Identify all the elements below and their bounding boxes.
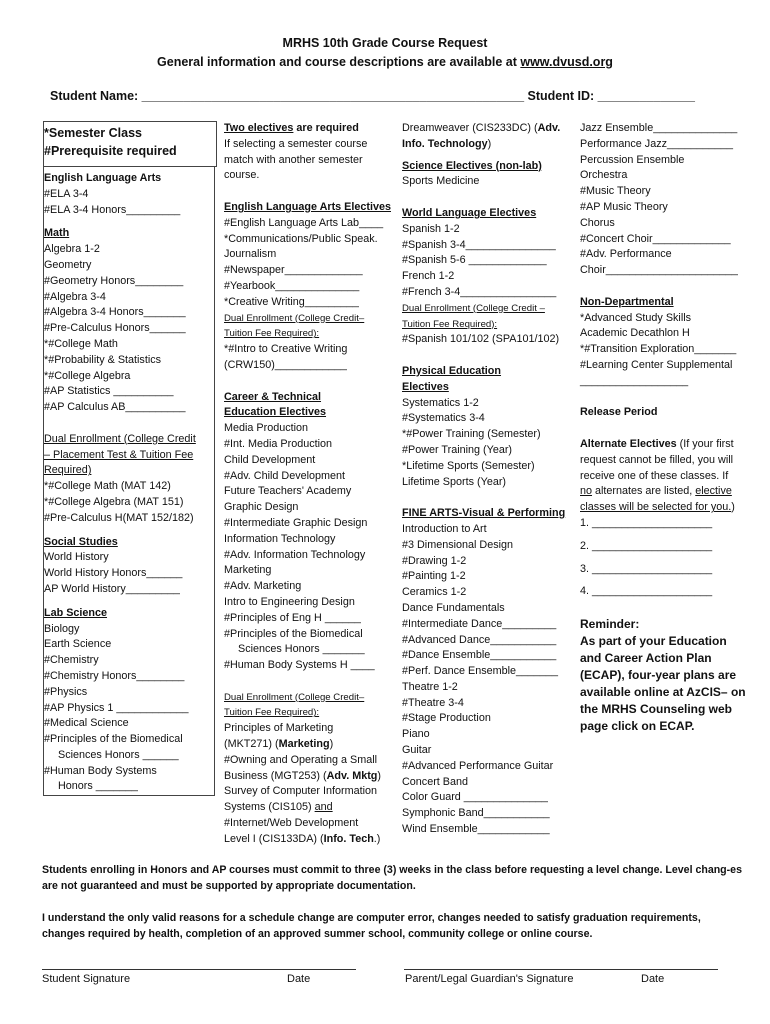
alternate-elective-line[interactable]: 4. ____________________ — [580, 585, 713, 598]
course-checkbox[interactable]: #French 3-4________________ — [402, 285, 557, 298]
course-checkbox[interactable]: #Advanced Dance___________ — [402, 633, 557, 646]
course-checkbox[interactable]: #Adv. Information Technology — [224, 548, 366, 561]
course-checkbox[interactable]: *#College Math (MAT 142) — [44, 480, 171, 493]
course-checkbox[interactable]: __________________ — [580, 374, 689, 387]
course-checkbox[interactable]: #Human Body Systems H ____ — [224, 659, 375, 672]
reminder-text: As part of your Education — [580, 633, 727, 648]
course-checkbox[interactable]: *Lifetime Sports (Semester) — [402, 459, 535, 472]
course-checkbox[interactable]: *#College Algebra (MAT 151) — [44, 495, 184, 508]
course-checkbox[interactable]: *#Transition Exploration_______ — [580, 343, 737, 356]
column-core-courses — [44, 121, 214, 796]
section-heading-ela: English Language Arts — [44, 172, 162, 184]
reminder-text: and Career Action Plan — [580, 650, 712, 665]
parent-signature-line[interactable] — [404, 969, 718, 970]
course-checkbox[interactable]: #Intermediate Dance_________ — [402, 617, 557, 630]
course-checkbox[interactable]: Jazz Ensemble______________ — [580, 122, 738, 134]
student-name-field[interactable] — [50, 89, 695, 105]
course-checkbox[interactable]: #Pre-Calculus H(MAT 152/182) — [44, 511, 194, 524]
legend-box — [43, 121, 217, 167]
course-checkbox[interactable]: #Theatre 3-4 — [402, 696, 464, 709]
course-checkbox[interactable]: Survey of Computer Information — [224, 785, 378, 798]
course-checkbox[interactable]: #Chemistry — [44, 654, 99, 667]
reminder-text: available online at AzCIS– on — [580, 684, 746, 699]
course-checkbox[interactable]: Journalism — [224, 248, 277, 261]
course-checkbox[interactable]: #Advanced Performance Guitar — [402, 759, 554, 772]
dual-enrollment-heading: Dual Enrollment (College Credit– — [224, 691, 365, 703]
student-signature-line[interactable] — [42, 969, 356, 970]
course-checkbox[interactable]: #Music Theory — [580, 185, 651, 198]
course-checkbox[interactable]: Future Teachers' Academy — [224, 485, 352, 498]
section-heading-non-departmental: Non-Departmental — [580, 295, 674, 308]
alternate-elective-line[interactable]: 1. ____________________ — [580, 516, 713, 529]
release-period[interactable]: Release Period — [580, 406, 658, 419]
course-checkbox[interactable]: World History Honors______ — [44, 567, 183, 580]
course-checkbox[interactable]: Child Development — [224, 453, 316, 466]
course-checkbox[interactable]: Business (MGT253) (Adv. Mktg) — [224, 769, 382, 782]
section-heading-math: Math — [44, 227, 70, 240]
electives-note: If selecting a semester course — [224, 137, 368, 150]
course-checkbox[interactable]: Piano — [402, 728, 430, 741]
course-checkbox[interactable]: Intro to Engineering Design — [224, 595, 355, 608]
course-checkbox[interactable]: #Algebra 3-4 Honors_______ — [44, 306, 186, 319]
column-music-other — [580, 121, 760, 735]
section-heading-social-studies: Social Studies — [44, 535, 118, 548]
course-checkbox[interactable]: #Spanish 5-6 _____________ — [402, 254, 547, 267]
course-checkbox[interactable]: #Adv. Marketing — [224, 580, 302, 593]
course-checkbox[interactable]: #ELA 3-4 — [44, 187, 89, 200]
section-heading-fine-arts: FINE ARTS-Visual & Performing — [402, 507, 566, 520]
alternate-electives-note: no alternates are listed, elective — [580, 485, 732, 498]
course-checkbox[interactable]: #AP Music Theory — [580, 200, 668, 213]
course-checkbox[interactable]: *#Power Training (Semester) — [402, 428, 541, 441]
course-checkbox[interactable]: Information Technology — [224, 532, 336, 545]
course-checkbox[interactable]: #Principles of the Biomedical — [224, 627, 363, 640]
course-checkbox[interactable]: #Chemistry Honors________ — [44, 669, 185, 682]
course-checkbox[interactable]: *#College Algebra — [44, 369, 131, 382]
course-checkbox[interactable]: *Communications/Public Speak. — [224, 232, 378, 245]
course-checkbox[interactable]: #Human Body Systems — [44, 764, 157, 777]
course-checkbox[interactable]: #ELA 3-4 Honors_________ — [44, 203, 181, 216]
dual-enrollment-heading: Tuition Fee Required): — [402, 318, 498, 330]
legend-prerequisite: #Prerequisite required — [44, 144, 177, 158]
course-checkbox[interactable]: Sciences Honors _______ — [238, 643, 365, 656]
course-checkbox[interactable]: #AP Physics 1 ____________ — [44, 701, 189, 714]
parent-date-label: Date — [641, 973, 665, 985]
reminder-heading: Reminder: — [580, 616, 640, 631]
course-checkbox[interactable]: Symphonic Band___________ — [402, 807, 550, 820]
course-checkbox[interactable]: World History — [44, 551, 109, 564]
alternate-elective-line[interactable]: 3. ____________________ — [580, 562, 713, 575]
course-checkbox[interactable]: Biology — [44, 622, 80, 635]
legend-semester: *Semester Class — [44, 126, 142, 140]
course-checkbox[interactable]: Spanish 1-2 — [402, 222, 460, 235]
course-checkbox[interactable]: #Power Training (Year) — [402, 443, 513, 456]
reminder-text: the MRHS Counseling web — [580, 701, 733, 716]
course-checkbox[interactable]: #Physics — [44, 685, 88, 698]
reminder-text: (ECAP), four-year plans are — [580, 667, 737, 682]
section-heading-lab-science: Lab Science — [44, 606, 108, 619]
course-checkbox[interactable]: #Adv. Child Development — [224, 469, 346, 482]
course-checkbox[interactable]: #Internet/Web Development — [224, 817, 359, 830]
course-checkbox[interactable]: #Int. Media Production — [224, 437, 333, 450]
course-checkbox[interactable]: Marketing — [224, 564, 272, 577]
course-checkbox[interactable]: Sciences Honors ______ — [58, 748, 179, 761]
dual-enrollment-heading: Dual Enrollment (College Credit – — [402, 302, 545, 314]
course-checkbox[interactable]: Ceramics 1-2 — [402, 586, 467, 599]
course-checkbox[interactable]: *#College Math — [44, 337, 118, 350]
course-checkbox[interactable]: #Dance Ensemble___________ — [402, 649, 557, 662]
course-checkbox[interactable]: Theatre 1-2 — [402, 680, 458, 693]
course-checkbox[interactable]: Percussion Ensemble — [580, 153, 685, 166]
course-checkbox[interactable]: #Intermediate Graphic Design — [224, 516, 368, 529]
course-checkbox[interactable]: Concert Band — [402, 775, 469, 788]
column-electives-1 — [224, 121, 394, 848]
course-checkbox[interactable]: *Advanced Study Skills — [580, 311, 692, 324]
course-checkbox[interactable]: #Medical Science — [44, 717, 129, 730]
dual-enrollment-heading: Dual Enrollment (College Credit– — [224, 312, 365, 324]
course-checkbox[interactable]: Earth Science — [44, 638, 112, 651]
course-checkbox[interactable]: #Concert Choir_____________ — [580, 232, 731, 245]
electives-note: match with another semester — [224, 153, 363, 166]
course-checkbox[interactable]: #Spanish 3-4_______________ — [402, 238, 556, 251]
student-date-label: Date — [287, 973, 311, 985]
course-checkbox[interactable]: #Perf. Dance Ensemble_______ — [402, 665, 559, 678]
course-checkbox[interactable]: Performance Jazz___________ — [580, 137, 734, 150]
alternate-electives-note: request cannot be filled, you will — [580, 453, 734, 466]
course-checkbox[interactable]: Academic Decathlon H — [580, 327, 690, 340]
course-checkbox[interactable]: #Principles of Eng H ______ — [224, 611, 361, 624]
course-checkbox[interactable]: Dreamweaver (CIS233DC) (Adv. — [402, 122, 561, 134]
core-courses-box — [43, 167, 215, 796]
course-checkbox[interactable]: (MKT271) (Marketing) — [224, 738, 334, 751]
course-checkbox[interactable]: Level I (CIS133DA) (Info. Tech.) — [224, 832, 381, 845]
student-signature-label: Student Signature — [42, 973, 131, 985]
course-checkbox[interactable]: *Creative Writing_________ — [224, 295, 359, 308]
reminder-box — [580, 616, 760, 735]
dual-enrollment-heading: Tuition Fee Required): — [224, 707, 320, 719]
course-checkbox[interactable]: Principles of Marketing — [224, 722, 334, 735]
course-checkbox[interactable]: Dance Fundamentals — [402, 601, 505, 614]
course-checkbox[interactable]: #Learning Center Supplemental — [580, 358, 733, 371]
course-checkbox[interactable]: AP World History_________ — [44, 582, 180, 595]
alternate-elective-line[interactable]: 2. ____________________ — [580, 539, 713, 552]
course-checkbox[interactable]: #English Language Arts Lab____ — [224, 216, 384, 229]
section-heading-cte: Education Electives — [224, 406, 327, 419]
electives-requirement: Two electives are required — [224, 122, 359, 134]
course-checkbox[interactable]: Wind Ensemble____________ — [402, 823, 550, 836]
alternate-electives-note: Alternate Electives (If your first — [580, 437, 734, 450]
page-title: MRHS 10th Grade Course Request — [282, 36, 488, 50]
course-checkbox[interactable]: #Pre-Calculus Honors______ — [44, 322, 186, 335]
course-checkbox[interactable]: Honors _______ — [58, 780, 138, 793]
course-checkbox[interactable]: #Stage Production — [402, 712, 491, 725]
course-checkbox[interactable]: *#Probability & Statistics — [44, 353, 162, 366]
dual-enrollment-heading: Tuition Fee Required): — [224, 328, 320, 340]
course-checkbox[interactable]: #Spanish 101/102 (SPA101/102) — [402, 333, 560, 346]
course-checkbox[interactable]: #AP Statistics __________ — [44, 385, 174, 398]
course-checkbox[interactable]: #Geometry Honors________ — [44, 274, 184, 287]
course-checkbox[interactable]: #Painting 1-2 — [402, 570, 466, 583]
electives-note: course. — [224, 169, 260, 182]
course-checkbox[interactable]: Introduction to Art — [402, 522, 487, 535]
student-name-label: Student Name: _______________________________________________________ — [50, 89, 528, 103]
dual-enrollment-heading: Required) — [44, 464, 92, 477]
student-id-label: Student ID: ______________ — [527, 89, 695, 103]
course-checkbox[interactable]: Systematics 1-2 — [402, 396, 479, 409]
alternate-electives-note: classes will be selected for you.) — [580, 501, 735, 514]
subtitle-text: General information and course descriptions are available at — [157, 55, 521, 69]
page-subtitle — [0, 55, 770, 71]
section-heading-pe: Electives — [402, 380, 449, 393]
section-heading-pe: Physical Education — [402, 364, 502, 377]
parent-signature-label: Parent/Legal Guardian's Signature — [405, 973, 574, 985]
course-checkbox[interactable]: French 1-2 — [402, 270, 455, 283]
dual-enrollment-heading: Dual Enrollment (College Credit — [44, 432, 196, 445]
course-checkbox[interactable]: Info. Technology) — [402, 137, 492, 150]
course-checkbox[interactable]: Algebra 1-2 — [44, 243, 100, 256]
course-checkbox[interactable]: Media Production — [224, 422, 309, 435]
section-heading-world-language: World Language Electives — [402, 206, 537, 219]
alternate-electives-note: receive one of these classes. If — [580, 469, 729, 482]
section-heading-science-electives: Science Electives (non-lab) — [402, 159, 542, 172]
course-checkbox[interactable]: #Newspaper_____________ — [224, 264, 363, 277]
schedule-change-notice: I understand the only valid reasons for a schedule change are computer error, changes needed to satisfy graduation requirements, changes required by health, completion of an approved summer school, community college or online course. — [42, 912, 701, 940]
website-link[interactable]: www.dvusd.org — [520, 55, 613, 69]
course-checkbox[interactable]: #Adv. Performance — [580, 248, 672, 261]
course-checkbox[interactable]: #Owning and Operating a Small — [224, 753, 378, 766]
section-heading-cte: Career & Technical — [224, 390, 322, 403]
course-checkbox[interactable]: #Drawing 1-2 — [402, 554, 467, 567]
course-checkbox[interactable]: #Systematics 3-4 — [402, 412, 485, 425]
course-checkbox[interactable]: Sports Medicine — [402, 175, 480, 188]
course-checkbox[interactable]: (CRW150)____________ — [224, 358, 347, 371]
course-checkbox[interactable]: Choir______________________ — [580, 264, 738, 277]
dual-enrollment-heading: – Placement Test & Tuition Fee — [44, 448, 194, 461]
course-checkbox[interactable]: Lifetime Sports (Year) — [402, 475, 507, 488]
column-electives-2 — [402, 121, 572, 838]
course-checkbox[interactable]: Graphic Design — [224, 501, 299, 514]
course-checkbox[interactable]: Color Guard ______________ — [402, 791, 548, 804]
course-checkbox[interactable]: #Yearbook______________ — [224, 279, 360, 292]
course-checkbox[interactable]: Guitar — [402, 744, 432, 757]
course-checkbox[interactable]: Chorus — [580, 216, 615, 229]
course-checkbox[interactable]: Geometry — [44, 258, 92, 271]
course-checkbox[interactable]: Orchestra — [580, 169, 628, 182]
course-checkbox[interactable]: #AP Calculus AB__________ — [44, 401, 186, 414]
course-checkbox[interactable]: Systems (CIS105) and — [224, 801, 333, 814]
honors-ap-notice: Students enrolling in Honors and AP courses must commit to three (3) weeks in the class before requesting a level change. Level chang-es are not guaranteed and must be supported by appropriate documentation. — [42, 864, 742, 892]
reminder-text: page click on ECAP. — [580, 718, 695, 733]
course-checkbox[interactable]: #Algebra 3-4 — [44, 290, 106, 303]
course-checkbox[interactable]: #Principles of the Biomedical — [44, 733, 183, 746]
section-heading-ela-electives: English Language Arts Electives — [224, 200, 391, 213]
course-checkbox[interactable]: *#Intro to Creative Writing — [224, 343, 348, 356]
course-checkbox[interactable]: #3 Dimensional Design — [402, 538, 514, 551]
